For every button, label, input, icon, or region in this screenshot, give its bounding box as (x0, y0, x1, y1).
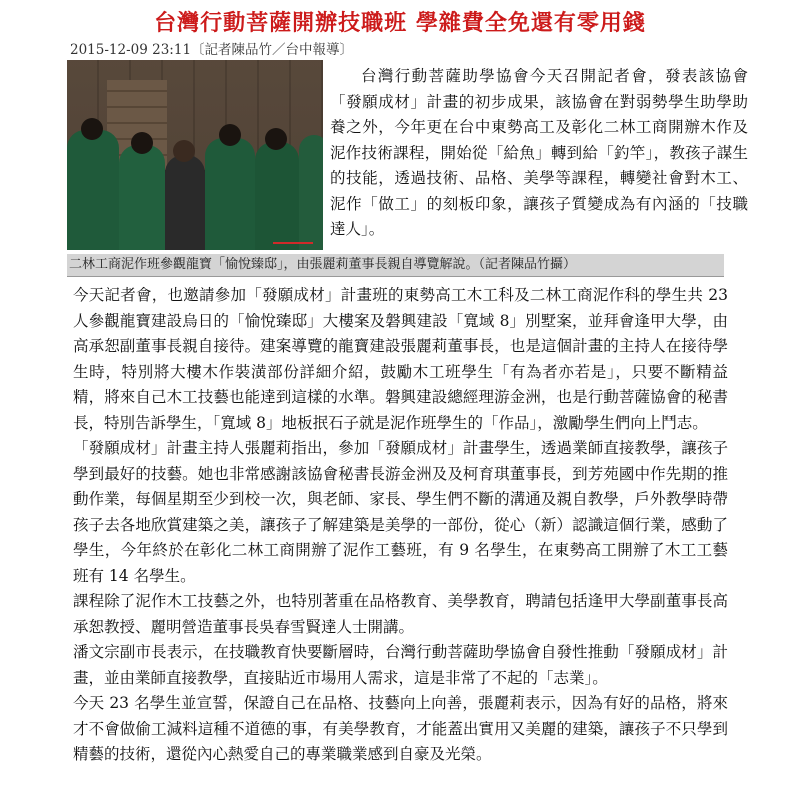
article-paragraph: 「發願成材」計畫主持人張麗莉指出，參加「發願成材」計畫學生，透過業師直接教學，讓孩子學到最好的技藝。她也非常感謝該協會秘書長游金洲及及柯育琪董事長，到芳苑國中作先期的推動作業，每個星期至少到校一次，與老師、家長、學生們不斷的溝通及親自教學，戶外教學時帶孩子去各地欣賞建築之美，讓孩子了解建築是美學的一部份，從心（新）認識這個行業，感動了學生，今年終於在彰化二林工商開辦了泥作工藝班，有 9 名學生，在東勢高工開辦了木工工藝班有 14 名學生。 (73, 439, 728, 585)
article-paragraph: 今天記者會，也邀請參加「發願成材」計畫班的東勢高工木工科及二林工商泥作科的學生共 23 人參觀龍寶建設烏日的「愉悅臻邸」大樓案及磐興建設「寬域 8」別墅案，並拜會逢甲大學，由高承恕副董事長親自接待。建案導覽的龍寶建設張麗莉董事長，也是這個計畫的主持人在接待學生時，特別將大樓木作裝潢部份詳細介紹，鼓勵木工班學生「有為者亦若是」，只要不斷精益精，將來自己木工技藝也能達到這樣的水準。磐興建設總經理游金洲，也是行動菩薩協會的秘書長，特別告訴學生，「寬域 8」地板抿石子就是泥作班學生的「作品」，激勵學生們向上鬥志。 (73, 286, 728, 432)
article-byline: 2015-12-09 23:11〔記者陳品竹／台中報導〕 (70, 42, 354, 58)
article-paragraph: 課程除了泥作木工技藝之外，也特別著重在品格教育、美學教育，聘請包括逢甲大學副董事長高承恕教授、麗明營造董事長吳春雪賢達人士開講。 (73, 592, 728, 636)
photo-student (67, 130, 119, 250)
photo-student-head (219, 124, 241, 146)
article-paragraph: 今天 23 名學生並宣誓，保證自己在品格、技藝向上向善，張麗莉表示，因為有好的品格，將來才不會做偷工減料這種不道德的事，有美學教育，才能蓋出實用又美麗的建築，讓孩子不只學到精藝的技術，還從內心熱愛自己的專業職業感到自豪及光榮。 (73, 694, 728, 763)
photo-student-head (81, 118, 103, 140)
article-photo (67, 60, 323, 250)
photo-student (119, 145, 165, 250)
photo-student-head (265, 128, 287, 150)
photo-caption: 二林工商泥作班參觀龍寶「愉悅臻邸」，由張麗莉董事長親自導覽解說。（記者陳品竹攝） (67, 254, 724, 277)
photo-student-head (131, 132, 153, 154)
photo-watermark (273, 230, 313, 244)
article-lead: 台灣行動菩薩助學協會今天召開記者會，發表該協會「發願成材」計畫的初步成果，該協會在對弱勢學生助學助養之外，今年更在台中東勢高工及彰化二林工商開辦木作及泥作技術課程，開始從「給魚」轉到給「釣竿」，教孩子謀生的技能，透過技術、品格、美學等課程，轉變社會對木工、泥作「做工」的刻板印象，讓孩子質變成為有內涵的「技職達人」。 (330, 67, 748, 238)
article-headline: 台灣行動菩薩開辦技職班 學雜費全免還有零用錢 (154, 11, 646, 36)
photo-host-head (173, 140, 195, 162)
photo-student (205, 138, 255, 250)
article-paragraph: 潘文宗副市長表示，在技職教育快要斷層時，台灣行動菩薩助學協會自發性推動「發願成材」計畫，並由業師直接教學，直接貼近市場用人需求，這是非常了不起的「志業」。 (73, 643, 728, 687)
photo-host (165, 155, 205, 250)
article-body (73, 283, 728, 768)
